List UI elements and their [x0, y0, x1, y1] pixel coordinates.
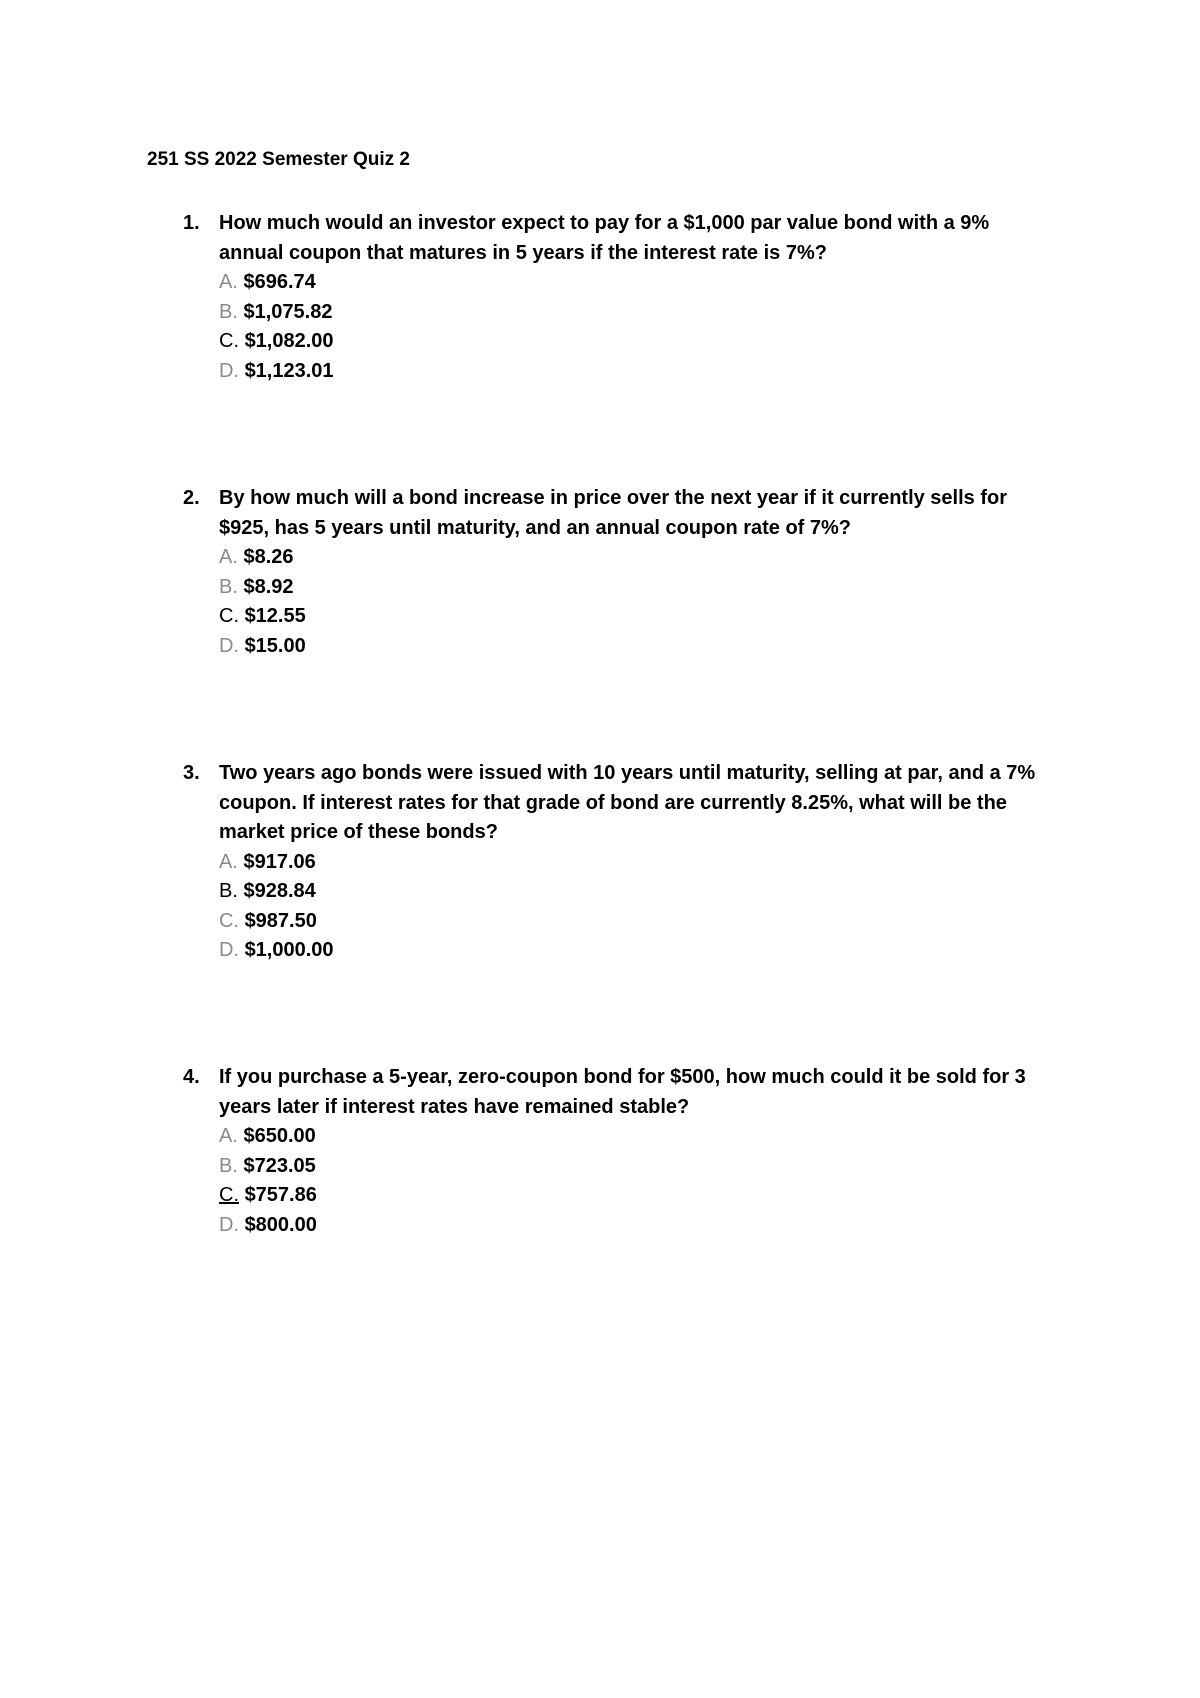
option-letter: D. — [219, 634, 239, 657]
answer-option-d — [219, 1211, 1083, 1241]
answer-option-c — [219, 602, 1083, 632]
option-value: $987.50 — [244, 909, 317, 932]
answer-option-a — [219, 1122, 1083, 1152]
question-1 — [183, 209, 1083, 386]
option-value: $917.06 — [243, 850, 316, 873]
option-value: $8.26 — [243, 546, 294, 568]
answer-option-a — [219, 543, 1083, 573]
answer-option-a — [219, 268, 1083, 298]
option-letter: A. — [219, 850, 238, 873]
answer-option-c — [219, 1181, 1083, 1211]
option-letter: A. — [219, 546, 238, 568]
question-text: If you purchase a 5-year, zero-coupon bond for $500, how much could it be sold for 3 years later if interest rates have remained stable? — [219, 1066, 1026, 1118]
question-body — [219, 209, 1083, 386]
question-3 — [183, 759, 1083, 966]
option-letter: C. — [219, 1184, 239, 1206]
question-number: 1. — [183, 212, 200, 234]
option-letter: B. — [219, 300, 238, 323]
option-letter: C. — [219, 605, 239, 627]
question-text: How much would an investor expect to pay for a $1,000 par value bond with a 9% annual coupon that matures in 5 years if the interest rate is 7%? — [219, 212, 990, 264]
question-body — [219, 759, 1083, 966]
option-value: $696.74 — [243, 271, 316, 293]
question-number: 4. — [183, 1066, 200, 1088]
option-letter: B. — [219, 880, 238, 902]
answer-option-d — [219, 936, 1083, 966]
option-value: $8.92 — [243, 575, 294, 598]
answer-option-b — [219, 1152, 1083, 1182]
question-number: 2. — [183, 487, 200, 509]
option-letter: D. — [219, 939, 239, 961]
question-number: 3. — [183, 762, 200, 784]
option-letter: C. — [219, 909, 239, 932]
option-value: $12.55 — [244, 605, 306, 627]
question-body — [219, 484, 1083, 661]
option-value: $723.05 — [243, 1154, 316, 1177]
option-value: $928.84 — [243, 880, 316, 902]
quiz-title: 251 SS 2022 Semester Quiz 2 — [147, 149, 410, 170]
option-letter: C. — [219, 330, 239, 352]
question-2 — [183, 484, 1083, 661]
answer-option-a — [219, 848, 1083, 878]
option-value: $15.00 — [244, 634, 306, 657]
option-letter: B. — [219, 1154, 238, 1177]
option-value: $757.86 — [244, 1184, 317, 1206]
option-value: $650.00 — [243, 1125, 316, 1147]
option-letter: A. — [219, 271, 238, 293]
option-value: $1,000.00 — [244, 939, 334, 961]
option-letter: A. — [219, 1125, 238, 1147]
question-body — [219, 1063, 1083, 1240]
answer-option-b — [219, 573, 1083, 603]
question-4 — [183, 1063, 1083, 1240]
answer-option-d — [219, 357, 1083, 387]
option-value: $800.00 — [244, 1213, 317, 1236]
answer-option-d — [219, 632, 1083, 662]
option-value: $1,123.01 — [244, 359, 334, 382]
option-letter: D. — [219, 359, 239, 382]
option-value: $1,082.00 — [244, 330, 334, 352]
answer-option-b — [219, 877, 1083, 907]
question-text: By how much will a bond increase in price over the next year if it currently sells for $925, has 5 years until maturity, and an annual coupon rate of 7%? — [219, 487, 1008, 539]
option-letter: D. — [219, 1213, 239, 1236]
question-text: Two years ago bonds were issued with 10 years until maturity, selling at par, and a 7% coupon. If interest rates for that grade of bond are currently 8.25%, what will be the market price of these bonds? — [219, 762, 1036, 843]
answer-option-b — [219, 298, 1083, 328]
answer-option-c — [219, 907, 1083, 937]
option-value: $1,075.82 — [243, 300, 333, 323]
option-letter: B. — [219, 575, 238, 598]
answer-option-c — [219, 327, 1083, 357]
